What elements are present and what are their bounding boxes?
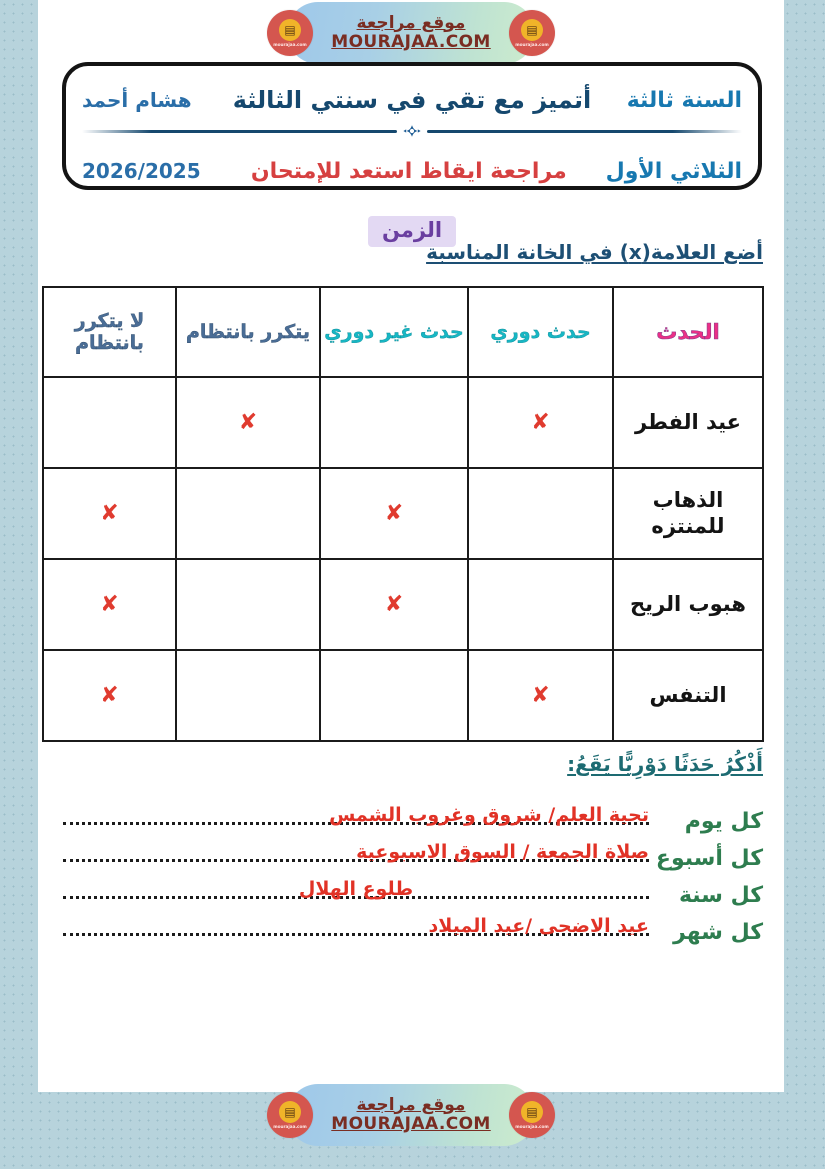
revision-subtitle: مراجعة ايقاظ استعد للإمتحان: [250, 158, 567, 184]
banner-url: MOURAJAA.COM: [331, 31, 491, 52]
logo-caption: mourajaa.com: [273, 1123, 307, 1129]
bottom-banner: [38, 1082, 784, 1148]
answer-row: [63, 909, 763, 946]
table-row: [43, 377, 763, 468]
teacher-name: هشام أحمد: [82, 88, 192, 112]
exercise1-instruction: أضع العلامة(x) في الخانة المناسبة: [426, 240, 763, 264]
top-banner: [38, 0, 784, 66]
mourajaa-logo-icon: [267, 10, 313, 56]
banner-pill: [273, 2, 549, 64]
answer-field[interactable]: [63, 835, 649, 865]
mark-cell[interactable]: [468, 468, 613, 559]
divider-rule-left: [82, 130, 397, 133]
mark-cell[interactable]: [320, 377, 468, 468]
answer-field[interactable]: [63, 872, 649, 902]
mark-cell[interactable]: [468, 559, 613, 650]
answer-label-weekly: كل أسبوع: [655, 846, 763, 871]
mark-cell[interactable]: [43, 468, 176, 559]
x-mark: ✘: [384, 591, 404, 617]
mark-cell[interactable]: [320, 650, 468, 741]
answer-field[interactable]: [63, 909, 649, 939]
mark-cell[interactable]: [320, 468, 468, 559]
mark-cell[interactable]: [43, 377, 176, 468]
banner-url: MOURAJAA.COM: [331, 1113, 491, 1134]
answer-row: [63, 798, 763, 835]
mark-cell[interactable]: [43, 559, 176, 650]
mourajaa-logo-icon: [509, 1092, 555, 1138]
events-table: [42, 286, 764, 742]
mark-cell[interactable]: [468, 650, 613, 741]
col-header-non-periodic: حدث غير دوري: [320, 287, 468, 377]
answer-label-monthly: كل شهر: [673, 920, 763, 945]
banner-title-ar: موقع مراجعة: [356, 1094, 466, 1115]
book-icon: ▤: [521, 19, 543, 41]
mark-cell[interactable]: [176, 468, 320, 559]
col-header-event: الحدث: [613, 287, 763, 377]
mourajaa-logo-icon: [509, 10, 555, 56]
header-title-box: [62, 62, 762, 190]
mourajaa-logo-icon: [267, 1092, 313, 1138]
booklet-title: أتميز مع تقي في سنتي الثالثة: [232, 86, 592, 114]
book-icon: ▤: [279, 19, 301, 41]
answer-text: طلوع الهلال: [298, 878, 414, 901]
x-mark: ✘: [100, 591, 119, 617]
mark-cell[interactable]: [43, 650, 176, 741]
floral-ornament-icon: [401, 120, 423, 142]
header-row-top: [82, 73, 742, 127]
mark-cell[interactable]: [176, 650, 320, 741]
col-header-periodic: حدث دوري: [468, 287, 613, 377]
topic-chip: الزمن: [368, 216, 456, 247]
answer-text: تحية العلم/ شروق وغروب الشمس: [329, 804, 649, 827]
logo-caption: mourajaa.com: [515, 41, 549, 47]
answer-text: صلاة الجمعة / السوق الاسبوعية: [356, 841, 649, 864]
table-row: [43, 468, 763, 559]
table-header-row: [43, 287, 763, 377]
table-row: [43, 559, 763, 650]
x-mark: ✘: [384, 500, 404, 526]
header-row-bottom: [82, 145, 742, 197]
event-name: الذهاب للمنتزه: [613, 468, 763, 559]
answer-label-daily: كل يوم: [684, 809, 763, 834]
exercise2-answers: [63, 798, 763, 946]
header-divider: [82, 122, 742, 140]
exercise1-table-wrap: [44, 286, 764, 742]
school-year-level: السنة ثالثة: [626, 87, 742, 113]
mark-cell[interactable]: [320, 559, 468, 650]
banner-pill: [273, 1084, 549, 1146]
answer-field[interactable]: [63, 798, 649, 828]
answer-label-yearly: كل سنة: [678, 883, 763, 908]
answer-row: [63, 835, 763, 872]
banner-title-ar: موقع مراجعة: [356, 12, 466, 33]
term-label: الثلاثي الأول: [605, 158, 742, 184]
academic-year: 2026/2025: [82, 159, 201, 183]
answer-text: عيد الاضحى /عيد الميلاد: [428, 915, 649, 938]
x-mark: ✘: [100, 682, 119, 708]
event-name: عيد الفطر: [613, 377, 763, 468]
book-icon: ▤: [279, 1101, 301, 1123]
exercise2-instruction: أَذْكُرُ حَدَثًا دَوْرِيًّا يَقَعُ:: [567, 752, 763, 776]
mark-cell[interactable]: [176, 559, 320, 650]
x-mark: ✘: [238, 409, 258, 435]
answer-row: [63, 872, 763, 909]
mark-cell[interactable]: [176, 377, 320, 468]
x-mark: ✘: [531, 682, 550, 708]
x-mark: ✘: [100, 500, 119, 526]
x-mark: ✘: [531, 409, 550, 435]
col-header-regular: يتكرر بانتظام: [176, 287, 320, 377]
book-icon: ▤: [521, 1101, 543, 1123]
divider-rule-right: [427, 130, 742, 133]
logo-caption: mourajaa.com: [515, 1123, 549, 1129]
event-name: هبوب الريح: [613, 559, 763, 650]
mark-cell[interactable]: [468, 377, 613, 468]
table-row: [43, 650, 763, 741]
logo-caption: mourajaa.com: [273, 41, 307, 47]
col-header-irregular: لا يتكرر بانتظام: [43, 287, 176, 377]
event-name: التنفس: [613, 650, 763, 741]
